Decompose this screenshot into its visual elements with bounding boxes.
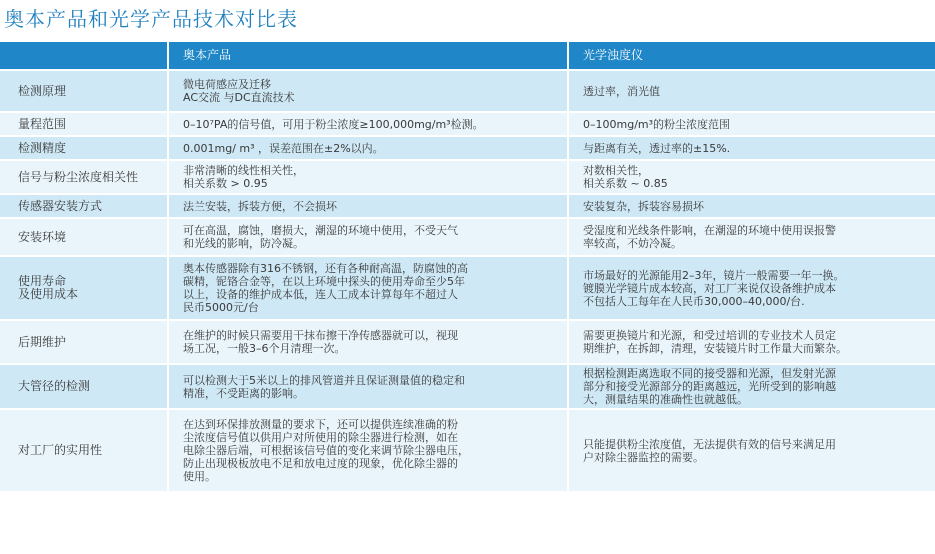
table-row xyxy=(0,136,935,160)
optical-cell-text: 市场最好的光源能用2–3年，镜片一般需要一年一换。 镀膜光学镜片成本较高，对工厂来说仅设备维护成本 不包括人工每年在人民币30,000–40,000/台. xyxy=(583,268,845,308)
row-label-text: 信号与粉尘浓度相关性 xyxy=(18,169,139,184)
optical-cell-text: 只能提供粉尘浓度值，无法提供有效的信号来满足用 户对除尘器监控的需要。 xyxy=(583,437,836,464)
optical-cell xyxy=(568,364,935,409)
aoben-cell-text: 0–10⁷PA的信号值，可用于粉尘浓度≥100,000mg/m³检测。 xyxy=(183,117,484,131)
aoben-cell-text: 0.001mg/ m³ ，误差范围在±2%以内。 xyxy=(183,141,384,155)
table-header-row xyxy=(0,42,935,70)
table-row xyxy=(0,160,935,194)
optical-cell xyxy=(568,409,935,491)
optical-cell xyxy=(568,70,935,112)
optical-cell-text: 对数相关性， 相关系数 ~ 0.85 xyxy=(583,164,668,190)
optical-cell xyxy=(568,256,935,320)
aoben-cell xyxy=(168,70,568,112)
row-label xyxy=(0,194,168,218)
row-label-text: 量程范围 xyxy=(18,116,67,131)
row-label xyxy=(0,218,168,256)
optical-cell xyxy=(568,194,935,218)
row-label-text: 大管径的检测 xyxy=(18,379,91,393)
header-aoben-product: 奥本产品 xyxy=(168,42,568,70)
aoben-cell xyxy=(168,194,568,218)
row-label xyxy=(0,160,168,194)
row-label-text: 后期维护 xyxy=(18,334,67,349)
aoben-cell-text: 可在高温，腐蚀，磨损大，潮湿的环境中使用，不受天气 和光线的影响，防冷凝。 xyxy=(183,224,458,250)
table-row xyxy=(0,256,935,320)
row-label-text: 使用寿命 及使用成本 xyxy=(18,274,79,301)
aoben-cell-text: 奥本传感器除有316不锈钢，还有各种耐高温，防腐蚀的高 碳精，铌铬合金等，在以上环境中探头的使用寿命至少5年 以上，设备的维护成本低，连人工成本计算每年不超过人 民币5000元/台 xyxy=(183,262,468,314)
optical-cell-text: 根据检测距离选取不同的接受器和光源，但发射光源 部分和接受光源部分的距离越远，光所受到的影响越 大，测量结果的准确性也就越低。 xyxy=(583,367,836,406)
optical-cell xyxy=(568,160,935,194)
header-corner xyxy=(0,42,168,70)
row-label xyxy=(0,256,168,320)
aoben-cell-text: 可以检测大于5米以上的排风管道并且保证测量值的稳定和 精准，不受距离的影响。 xyxy=(183,373,465,400)
table-row xyxy=(0,364,935,409)
row-label-text: 检测精度 xyxy=(18,140,67,155)
aoben-cell xyxy=(168,160,568,194)
table-row xyxy=(0,70,935,112)
row-label xyxy=(0,320,168,364)
aoben-cell-text: 在维护的时候只需要用干抹布擦干净传感器就可以，视现 场工况，一般3–6个月清理一次。 xyxy=(183,329,458,355)
aoben-cell-text: 微电荷感应及迁移 AC交流 与DC直流技术 xyxy=(183,78,295,104)
row-label xyxy=(0,364,168,409)
optical-cell-text: 安装复杂，拆装容易损坏 xyxy=(583,199,704,213)
optical-cell-text: 需要更换镜片和光源，和受过培训的专业技术人员定 期维护，在拆卸，清理，安装镜片时工作量大而繁杂。 xyxy=(583,329,847,355)
aoben-cell xyxy=(168,409,568,491)
aoben-cell xyxy=(168,136,568,160)
aoben-cell-text: 非常清晰的线性相关性， 相关系数 > 0.95 xyxy=(183,164,304,190)
optical-cell-text: 0–100mg/m³的粉尘浓度范围 xyxy=(583,117,731,131)
comparison-table xyxy=(0,42,935,491)
optical-cell xyxy=(568,218,935,256)
row-label xyxy=(0,136,168,160)
optical-cell xyxy=(568,320,935,364)
table-row xyxy=(0,112,935,136)
table-row xyxy=(0,320,935,364)
row-label-text: 安装环境 xyxy=(18,229,67,244)
table-row xyxy=(0,409,935,491)
table-row xyxy=(0,194,935,218)
header-optical-turbidimeter: 光学浊度仪 xyxy=(568,42,935,70)
optical-cell xyxy=(568,112,935,136)
aoben-cell xyxy=(168,256,568,320)
row-label-text: 传感器安装方式 xyxy=(18,198,103,213)
row-label-text: 检测原理 xyxy=(18,83,67,98)
row-label xyxy=(0,112,168,136)
optical-cell-text: 受湿度和光线条件影响，在潮湿的环境中使用误报警 率较高，不妨冷凝。 xyxy=(583,224,836,250)
page-title: 奥本产品和光学产品技术对比表 xyxy=(4,7,298,31)
table-row xyxy=(0,218,935,256)
aoben-cell-text: 法兰安装，拆装方便，不会损坏 xyxy=(183,199,337,213)
aoben-cell xyxy=(168,218,568,256)
optical-cell-text: 与距离有关，透过率的±15%. xyxy=(583,141,731,155)
aoben-cell xyxy=(168,364,568,409)
aoben-cell-text: 在达到环保排放测量的要求下，还可以提供连续准确的粉 尘浓度信号值以供用户对所使用的除尘器进行检测，如在 电除尘器后端，可根据该信号值的变化来调节除尘器电压， 防止出现极板放电不足和放电过度的现象，优化除尘器的 使用。 xyxy=(183,418,469,483)
row-label xyxy=(0,70,168,112)
aoben-cell xyxy=(168,112,568,136)
optical-cell-text: 透过率，消光值 xyxy=(583,84,660,98)
aoben-cell xyxy=(168,320,568,364)
optical-cell xyxy=(568,136,935,160)
row-label xyxy=(0,409,168,491)
row-label-text: 对工厂的实用性 xyxy=(18,443,103,457)
